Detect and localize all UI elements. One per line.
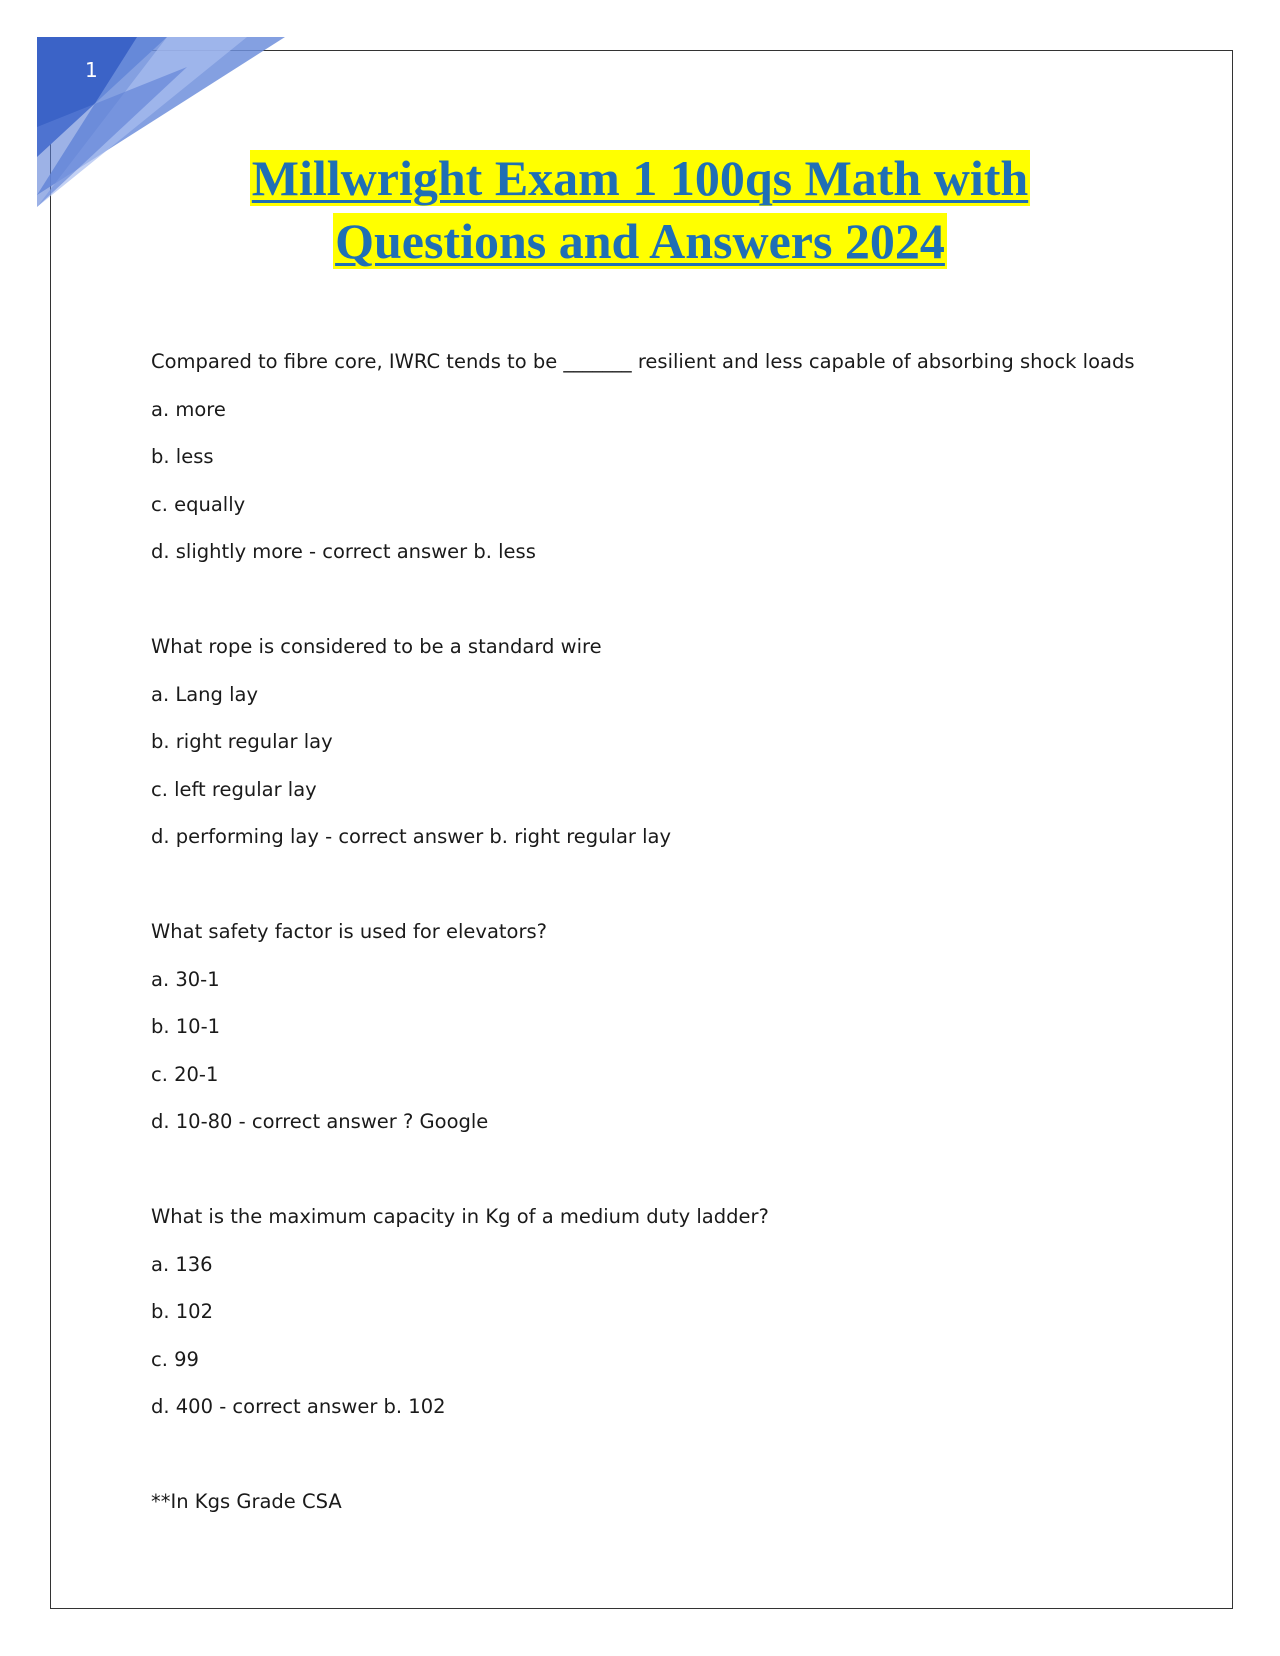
answer-option: d. 10-80 - correct answer ? Google <box>151 1110 489 1133</box>
question-block <box>151 1193 1191 1431</box>
page-number: 1 <box>85 58 98 82</box>
answer-option: b. less <box>151 445 214 468</box>
answer-option: b. right regular lay <box>151 730 333 753</box>
answer-option: d. 400 - correct answer b. 102 <box>151 1395 446 1418</box>
answer-option: c. equally <box>151 492 246 516</box>
document-title <box>0 147 1280 273</box>
answer-option: c. left regular lay <box>151 777 317 801</box>
question-text: Compared to fibre core, IWRC tends to be _______ resilient and less capable of absorbing shock loads <box>151 350 1135 373</box>
answer-option: d. slightly more - correct answer b. less <box>151 540 536 563</box>
answer-option: b. 102 <box>151 1300 213 1323</box>
title-line-1: Millwright Exam 1 100qs Math with <box>251 150 1029 206</box>
answer-option: a. Lang lay <box>151 682 259 706</box>
answer-option: a. 136 <box>151 1252 213 1276</box>
answer-option: b. 10-1 <box>151 1015 221 1038</box>
answer-option: c. 20-1 <box>151 1062 219 1086</box>
question-list <box>151 338 1191 1526</box>
answer-option: a. 30-1 <box>151 967 220 991</box>
question-block <box>151 623 1191 861</box>
question-text: What safety factor is used for elevators? <box>151 920 547 943</box>
answer-option: d. performing lay - correct answer b. right regular lay <box>151 825 672 848</box>
question-text: What rope is considered to be a standard wire <box>151 635 602 658</box>
question-block <box>151 908 1191 1146</box>
question-text: What is the maximum capacity in Kg of a medium duty ladder? <box>151 1205 769 1228</box>
answer-option: c. 99 <box>151 1347 199 1371</box>
footnote: **In Kgs Grade CSA <box>151 1490 342 1513</box>
title-line-2: Questions and Answers 2024 <box>335 213 945 269</box>
question-block <box>151 338 1191 576</box>
answer-option: a. more <box>151 397 226 421</box>
